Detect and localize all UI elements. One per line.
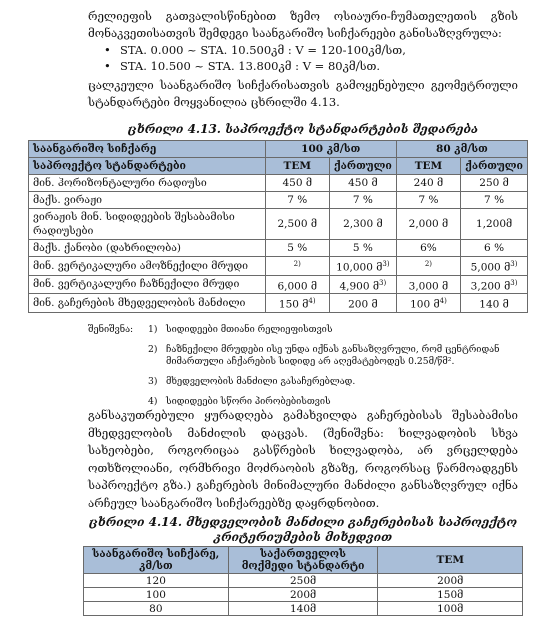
table-row (29, 257, 528, 276)
intro-paragraph: რელიეფის გათვალისწინებით ზემო ოსიაური-ჩუმათელეთის გზის მონაკვეთისათვის შემდეგი საანგარიშო სიჩქარეები განისაზღვრულა: (88, 9, 518, 40)
table2-caption-line: ცხრილი 4.14. მხედველობის მანძილი გაჩერებისას საპროექტო (88, 515, 518, 529)
header-design-speed: საანგარიშო სიჩქარე, კმ/სთ (84, 547, 229, 574)
cell: 240 მ (396, 175, 460, 192)
cell: 200მ (228, 588, 378, 602)
table-row (84, 574, 523, 588)
subheader-standards: საპროექტო სტანდარტები (29, 158, 266, 175)
cell: 140 მ (461, 294, 528, 313)
cell: 7 % (461, 192, 528, 209)
bullet-item: • STA. 0.000 ~ STA. 10.500კმ : V = 120-100კმ/სთ, (104, 42, 406, 58)
note-text: ჩაზნექილი მრუდები ისე უნდა იქნას განსაზღვრული, რომ ცენტრიდან (166, 344, 500, 355)
note-text: მიმართული აჩქარების სიდიდე არ აღემატებოდეს 0.25მ/წმ². (166, 356, 455, 367)
table-row (29, 192, 528, 209)
row-label: მინ. ვერტიკალური ამოზნექილი მრუდი (29, 257, 266, 276)
cell: 7 % (329, 192, 396, 209)
table-row (84, 588, 523, 602)
subheader-tem: TEM (396, 158, 460, 175)
note-number: 4) (148, 396, 158, 407)
table-row (29, 294, 528, 313)
header-tem: TEM (378, 547, 523, 574)
row-label: ვირაჟის მინ. სიდიდეების შესაბამისი რადიუსები (29, 209, 266, 240)
cell: 10,000 მ$^{3)}$ (329, 257, 396, 276)
cell: 450 მ (329, 175, 396, 192)
cell: 100 (84, 588, 229, 602)
table-row (29, 175, 528, 192)
cell: 6 % (461, 240, 528, 257)
cell: 3,000 მ (396, 275, 460, 294)
cell: 120 (84, 574, 229, 588)
table2-header-row (84, 547, 523, 574)
cell: 250მ (228, 574, 378, 588)
subheader-tem: TEM (265, 158, 329, 175)
cell: 250 მ (461, 175, 528, 192)
cell: 100მ (378, 602, 523, 616)
note-item (88, 344, 500, 356)
note-number: 3) (148, 376, 158, 387)
note-number: 2) (148, 344, 158, 355)
table-row (84, 602, 523, 616)
cell: 6% (396, 240, 460, 257)
cell: 80 (84, 602, 229, 616)
note-item (88, 324, 333, 336)
note-item (88, 376, 356, 388)
design-standards-table (28, 140, 528, 313)
cell: 2,000 მ (396, 209, 460, 240)
stopping-distance-paragraph: განსაკუთრებული ყურადღება გამახვილდა გაჩერებისას შესაბამისი მხედველობის მანძილის დაცვას. (შენიშვნა: ხილვადობის სხვა სახეობები, როგორიცაა გასწრების ხილვადობა, არ ვრცელდება ოთხზოლიანი, ორმხრივი მოძრაობის გზაზე, როგორსაც წარმოადგენს საპროექტო გზა.) გაჩერების მინიმალური მანძილი განსაზღვრულ იქნა არჩეულ საანგარიშო სიჩქარეებზე დაყრდნობით. (88, 408, 518, 510)
row-label: მინ. გაჩერების მხედველობის მანძილი (29, 294, 266, 313)
cell: 150მ (378, 588, 523, 602)
row-label: მინ. ვერტიკალური ჩაზნექილი მრუდი (29, 275, 266, 294)
table1-notes (88, 324, 500, 408)
cell: 2,500 მ (265, 209, 329, 240)
bullet-item: • STA. 10.500 ~ STA. 13.800კმ : V = 80კმ/სთ. (104, 58, 406, 74)
note-number: 1) (148, 324, 158, 335)
cell: 140მ (228, 602, 378, 616)
subheader-georgian: ქართული (461, 158, 528, 175)
header-design-speed: საანგარიშო სიჩქარე (29, 141, 266, 158)
note-continuation (88, 356, 455, 368)
table-row (29, 209, 528, 240)
table1-caption: ცხრილი 4.13. საპროექტო სტანდარტების შედარება (127, 122, 479, 136)
header-speed-100: 100 კმ/სთ (265, 141, 396, 158)
table2-caption (88, 515, 518, 545)
stopping-distance-table (83, 546, 523, 616)
table1-subheader-row (29, 158, 528, 175)
table2-caption-line: კრიტერიუმების მიხედვით (213, 530, 393, 544)
cell: 4,900 მ$^{3)}$ (329, 275, 396, 294)
row-label: მინ. ჰორიზონტალური რადიუსი (29, 175, 266, 192)
cell: 3,200 მ$^{3)}$ (461, 275, 528, 294)
row-label: მაქს. ქანობი (დახრილობა) (29, 240, 266, 257)
table-row (29, 240, 528, 257)
header-speed-80: 80 კმ/სთ (396, 141, 527, 158)
cell: 5 % (265, 240, 329, 257)
cell: 7 % (265, 192, 329, 209)
cell: 150 მ$^{4)}$ (265, 294, 329, 313)
cell: 2,300 მ (329, 209, 396, 240)
note-text: სიდიდეები სწორი პირობებისთვის (166, 396, 331, 407)
cell: 450 მ (265, 175, 329, 192)
cell: 5,000 მ$^{3)}$ (461, 257, 528, 276)
table-row (29, 275, 528, 294)
header-georgian-standard: საქართველოს მოქმედი სტანდარტი (228, 547, 378, 574)
subheader-georgian: ქართული (329, 158, 396, 175)
cell: 100 მ$^{4)}$ (396, 294, 460, 313)
cell: 200მ (378, 574, 523, 588)
cell: 2) (265, 257, 329, 276)
table1-header-row (29, 141, 528, 158)
cell: 7 % (396, 192, 460, 209)
row-label: მაქს. ვირაჟი (29, 192, 266, 209)
note-text: მხედველობის მანძილი გასაჩერებლად. (166, 376, 356, 387)
notes-label: შენიშვნა: (88, 324, 134, 335)
cell: 2) (396, 257, 460, 276)
cell: 200 მ (329, 294, 396, 313)
note-text: სიდიდეები მთიანი რელიეფისთვის (166, 324, 333, 335)
cell: 5 % (329, 240, 396, 257)
cell: 1,200მ (461, 209, 528, 240)
table-reference-paragraph: ცალკეული საანგარიშო სიჩქარისათვის გამოყენებული გეომეტრიული სტანდარტები მოყვანილია ცხრილში 4.13. (88, 78, 518, 109)
cell: 6,000 მ (265, 275, 329, 294)
speed-bullets (104, 42, 406, 74)
